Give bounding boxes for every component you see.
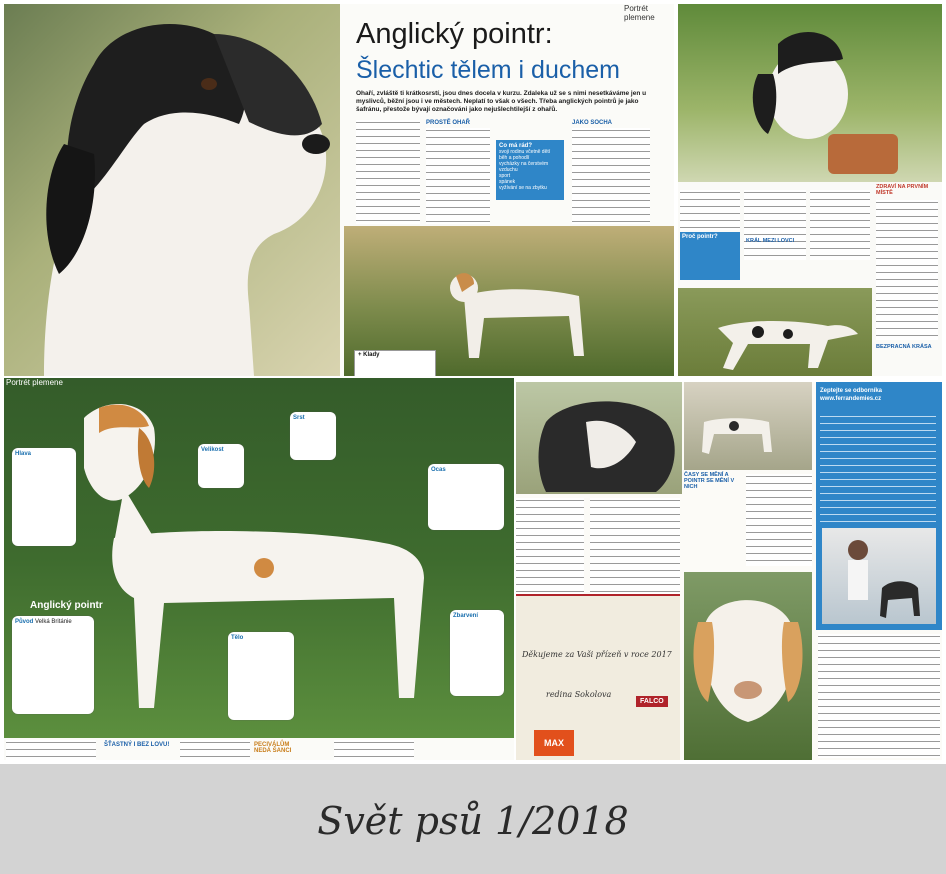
text-column-3 — [572, 128, 650, 224]
bottom-text-2 — [180, 740, 250, 760]
info-label: Původ — [15, 619, 34, 625]
two-pointers-illustration — [684, 382, 812, 470]
breed-label: Anglický pointr — [30, 600, 103, 611]
callout-color — [450, 610, 504, 696]
lazy-heading: PECIVÁLŮM NEDÁ ŠANCI — [254, 742, 292, 754]
likes-box-item: vyžívání se na zbytku — [499, 185, 547, 191]
ad-subtitle: redina Sokolova — [546, 690, 612, 699]
callout-head-label: Hlava — [15, 451, 32, 457]
ad-title: Děkujeme za Vaši přízeň v roce 2017 — [522, 650, 672, 659]
spread-bottom-left — [4, 378, 514, 760]
likes-box-item: sport — [499, 173, 511, 179]
running-head-2: Portrét plemene — [6, 378, 63, 387]
sidebar-text — [820, 414, 936, 524]
text-column-11 — [818, 634, 940, 758]
running-pointer-illustration — [678, 288, 872, 376]
bottom-text-3 — [334, 740, 414, 760]
beauty-heading: BEZPRACNÁ KRÁSA — [876, 344, 932, 350]
ad-brand-logo: FALCO — [636, 696, 668, 707]
footer-band — [0, 764, 946, 874]
magazine-issue-title: Svět psů 1/2018 — [317, 799, 629, 843]
pros-box — [354, 350, 436, 376]
text-column-1 — [356, 120, 420, 224]
breed-info-card — [12, 616, 94, 714]
owner-illustration — [822, 528, 936, 624]
article-subtitle: Šlechtic tělem i duchem — [356, 56, 621, 84]
times-change-heading: ČASY SE MĚNÍ A POINTR SE MĚNÍ V NICH — [684, 472, 735, 490]
happy-heading: ŠŤASTNÝ I BEZ LOVU! — [104, 742, 170, 748]
callout-size-label: Velikost — [201, 447, 224, 453]
spread-bottom-right — [516, 382, 942, 760]
portrait-illustration — [684, 572, 812, 760]
info-value: Velká Británie — [35, 619, 72, 625]
callout-body — [228, 632, 294, 720]
callout-size — [198, 444, 244, 488]
callout-tail — [428, 464, 504, 530]
text-column-2 — [426, 128, 490, 224]
spread-top-right — [678, 4, 942, 376]
article-title: Anglický pointr: — [356, 18, 553, 50]
text-column-5 — [744, 190, 806, 260]
expert-sidebar — [816, 382, 942, 630]
callout-head — [12, 448, 76, 546]
spread-top-left — [4, 4, 674, 376]
pros-title: + Klady — [358, 352, 380, 358]
puppy-photo — [678, 4, 942, 182]
king-hunters-heading: KRÁL MEZI LOVCI — [746, 238, 795, 244]
two-pointers-photo — [684, 382, 812, 470]
why-pointer-box — [680, 232, 740, 280]
likes-box-item: spánek — [499, 179, 516, 185]
text-column-6 — [810, 190, 870, 260]
text-column-7 — [876, 200, 938, 340]
pointer-face-closeup-photo — [516, 382, 682, 494]
likes-box — [496, 140, 564, 200]
callout-tail-label: Ocas — [431, 467, 446, 473]
ad-product: MAX — [534, 730, 574, 756]
health-heading: ZDRAVÍ NA PRVNÍM MÍSTĚ — [876, 184, 929, 196]
why-pointer-title: Proč pointr? — [682, 234, 718, 240]
falco-ad — [516, 594, 680, 760]
sidebar-title: Zeptejte se odborníka — [820, 388, 883, 394]
article-lead: Ohaří, zvláště ti krátkosrstí, jsou dnes docela v kurzu. Zdaleka už se s nimi nesetkáváme jen u myslivců, běžní jsou i ve městech. Neplatí to však o všech. Třeba anglických pointrů je jako šafránu, přestože bývají označováni jako nejušlechtilejší z ohařů. — [356, 90, 647, 113]
callout-coat — [290, 412, 336, 460]
sidebar-url: www.ferrandemies.cz — [820, 396, 882, 402]
pointer-portrait-photo — [684, 572, 812, 760]
closeup-illustration — [516, 382, 682, 494]
likes-box-title: Co má rád? — [499, 143, 533, 149]
callout-coat-label: Srst — [293, 415, 305, 421]
owner-with-dog-photo — [822, 528, 936, 624]
running-pointer-photo — [678, 288, 872, 376]
text-column-10 — [746, 474, 812, 566]
bottom-text-1 — [6, 740, 96, 760]
likes-box-item: svoji rodinu včetně dětí — [499, 149, 551, 155]
likes-box-item: vycházky na čerstvém vzduchu — [499, 161, 549, 173]
callout-color-label: Zbarvení — [453, 613, 479, 619]
section-heading-2: JAKO SOCHA — [572, 120, 613, 126]
section-heading-1: PROSTĚ OHAŘ — [426, 120, 471, 126]
likes-box-item: běh a pohodlí — [499, 155, 530, 161]
callout-body-label: Tělo — [231, 635, 244, 641]
pointer-head-illustration — [4, 4, 340, 376]
text-column-4 — [680, 190, 740, 230]
puppy-illustration — [678, 4, 942, 182]
pointer-head-photo — [4, 4, 340, 376]
running-head: Portrét plemene — [624, 4, 655, 22]
